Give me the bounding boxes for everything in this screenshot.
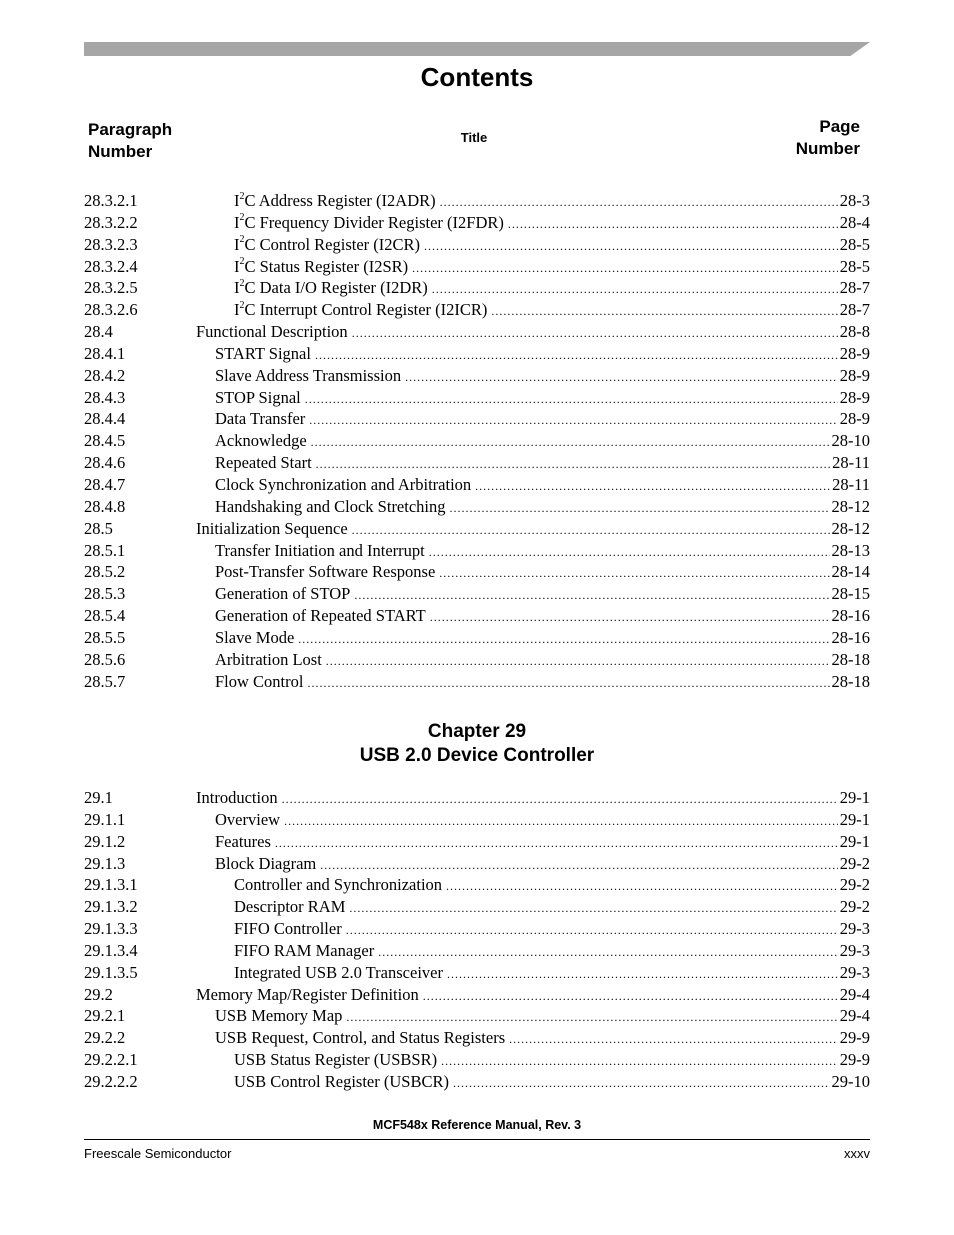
toc-page: 29-9: [839, 1028, 870, 1048]
toc-row[interactable]: [84, 474, 870, 496]
toc-label: Generation of STOP: [215, 584, 351, 604]
toc-row[interactable]: [84, 299, 870, 321]
dot-leader: [282, 789, 838, 811]
toc-row[interactable]: [84, 1049, 870, 1071]
toc-page: 29-3: [839, 962, 870, 982]
toc-label: STOP Signal: [215, 387, 301, 407]
toc-label: Initialization Sequence: [196, 518, 348, 538]
dot-leader: [441, 1051, 838, 1073]
toc-page: 28-16: [831, 606, 870, 626]
toc-page: 28-11: [832, 453, 870, 473]
toc-page: 28-12: [831, 496, 870, 516]
dot-leader: [275, 833, 838, 855]
page-header-line1: Page: [819, 117, 860, 136]
toc-number: 29.2: [84, 984, 113, 1004]
toc-number: 28.4.5: [84, 431, 126, 451]
dot-leader: [349, 898, 837, 920]
dot-leader: [412, 258, 838, 280]
toc-label: USB Memory Map: [215, 1006, 343, 1026]
toc-number: 29.1.1: [84, 809, 126, 829]
toc-number: 28.3.2.2: [84, 212, 138, 232]
toc-label: FIFO RAM Manager: [234, 940, 375, 960]
toc-label: $I^2C$ Frequency Divider Register (I2FDR): [234, 212, 504, 232]
toc-page: 29-1: [839, 788, 870, 807]
toc-label: Clock Synchronization and Arbitration: [215, 474, 472, 494]
page-title: Contents: [420, 62, 534, 92]
toc-label: $I^2C$ Interrupt Control Register (I2ICR): [234, 299, 488, 320]
toc-section-29: [84, 787, 870, 1093]
toc-label: Generation of Repeated START: [215, 606, 426, 626]
toc-number: 28.5: [84, 518, 113, 538]
toc-row[interactable]: [84, 518, 870, 540]
dot-leader: [450, 498, 830, 520]
toc-row[interactable]: [84, 896, 870, 918]
dot-leader: [446, 876, 838, 898]
toc-number: 28.4.7: [84, 474, 126, 494]
dot-leader: [346, 1007, 837, 1029]
dot-leader: [439, 563, 829, 585]
toc-page: 29-3: [839, 940, 870, 960]
toc-number: 29.1.3.2: [84, 897, 138, 917]
toc-number: 28.4.6: [84, 453, 126, 473]
toc-row[interactable]: [84, 190, 870, 212]
toc-label: Controller and Synchronization: [234, 875, 443, 895]
toc-row[interactable]: [84, 984, 870, 1006]
toc-number: 28.5.1: [84, 540, 126, 560]
toc-number: 29.1.3.4: [84, 940, 138, 960]
toc-label: Transfer Initiation and Interrupt: [215, 540, 425, 560]
toc-row[interactable]: [84, 277, 870, 299]
toc-page: 28-16: [831, 627, 870, 647]
dot-leader: [430, 607, 830, 629]
toc-number: 28.3.2.3: [84, 234, 138, 254]
toc-number: 29.1.3.3: [84, 919, 138, 939]
toc-row[interactable]: [84, 343, 870, 365]
toc-row[interactable]: [84, 1027, 870, 1049]
toc-number: 28.4.1: [84, 343, 126, 363]
dot-leader: [424, 236, 838, 258]
toc-label: START Signal: [215, 343, 311, 363]
toc-page: 28-5: [839, 234, 870, 254]
toc-row[interactable]: [84, 496, 870, 518]
toc-page: 29-1: [839, 809, 870, 829]
toc-row[interactable]: [84, 452, 870, 474]
toc-number: 28.3.2.1: [84, 191, 138, 210]
toc-row[interactable]: [84, 853, 870, 875]
toc-page: 28-12: [831, 518, 870, 538]
toc-number: 29.2.2.2: [84, 1071, 138, 1091]
toc-page: 29-3: [839, 919, 870, 939]
toc-label: Integrated USB 2.0 Transceiver: [234, 962, 443, 982]
toc-row[interactable]: [84, 918, 870, 940]
toc-page: 28-8: [839, 322, 870, 342]
toc-label: Slave Address Transmission: [215, 365, 402, 385]
dot-leader: [475, 476, 830, 498]
toc-row[interactable]: [84, 387, 870, 409]
toc-page: 28-9: [839, 365, 870, 385]
dot-leader: [320, 855, 837, 877]
toc-label: Overview: [215, 809, 281, 829]
dot-leader: [315, 345, 838, 367]
toc-page: 28-18: [831, 649, 870, 669]
toc-page: 29-1: [839, 831, 870, 851]
toc-row[interactable]: [84, 962, 870, 984]
title-header: Title: [460, 130, 488, 145]
dot-leader: [491, 301, 837, 323]
page-number-footer: xxxv: [844, 1146, 870, 1161]
toc-number: 28.5.4: [84, 606, 126, 626]
toc-number: 28.5.5: [84, 627, 126, 647]
toc-label: $I^2C$ Control Register (I2CR): [234, 234, 421, 254]
toc-row[interactable]: [84, 787, 870, 809]
toc-label: Acknowledge: [215, 431, 307, 451]
toc-number: 29.2.2.1: [84, 1050, 138, 1070]
toc-label: Data Transfer: [215, 409, 306, 429]
toc-number: 29.2.1: [84, 1006, 126, 1026]
toc-page: 29-2: [839, 875, 870, 895]
toc-number: 29.2.2: [84, 1028, 126, 1048]
toc-page: 28-7: [839, 278, 870, 298]
toc-label: Introduction: [196, 788, 278, 807]
toc-number: 29.1.3: [84, 853, 126, 873]
toc-page: 28-5: [839, 256, 870, 276]
toc-label: FIFO Controller: [234, 919, 342, 939]
toc-page: 29-2: [839, 897, 870, 917]
dot-leader: [352, 520, 830, 542]
toc-page: 28-4: [839, 212, 870, 232]
toc-page: 28-9: [839, 387, 870, 407]
dot-leader: [326, 651, 830, 673]
toc-number: 28.5.3: [84, 584, 126, 604]
toc-row[interactable]: [84, 627, 870, 649]
toc-page: 28-15: [831, 584, 870, 604]
toc-page: 29-2: [839, 853, 870, 873]
toc-label: $I^2C$ Status Register (I2SR): [234, 256, 409, 276]
chapter-number: Chapter 29: [427, 721, 527, 742]
toc-label: Handshaking and Clock Stretching: [215, 496, 446, 516]
toc-row[interactable]: [84, 1071, 870, 1093]
toc-section-28: [84, 190, 870, 692]
chapter-title: USB 2.0 Device Controller: [359, 745, 595, 766]
paragraph-header-line2: Number: [88, 142, 153, 161]
toc-label: USB Request, Control, and Status Registers: [215, 1028, 506, 1048]
toc-number: 29.1.3.1: [84, 875, 138, 895]
dot-leader: [432, 279, 838, 301]
toc-label: Memory Map/Register Definition: [196, 984, 419, 1004]
dot-leader: [316, 454, 830, 476]
toc-label: Post-Transfer Software Response: [215, 562, 436, 582]
toc-row[interactable]: [84, 408, 870, 430]
toc-row[interactable]: [84, 321, 870, 343]
dot-leader: [508, 214, 838, 236]
toc-label: Repeated Start: [215, 453, 312, 473]
toc-label: Features: [215, 831, 271, 851]
dot-leader: [378, 942, 838, 964]
toc-row[interactable]: [84, 605, 870, 627]
toc-row[interactable]: [84, 809, 870, 831]
toc-number: 28.4.3: [84, 387, 126, 407]
dot-leader: [354, 585, 829, 607]
toc-number: 28.5.6: [84, 649, 126, 669]
dot-leader: [429, 542, 830, 564]
dot-leader: [298, 629, 829, 651]
toc-page: 28-14: [831, 562, 870, 582]
toc-number: 28.3.2.4: [84, 256, 138, 276]
dot-leader: [309, 410, 837, 432]
toc-label: Arbitration Lost: [215, 649, 322, 669]
chapter-heading: [0, 720, 954, 768]
toc-label: Slave Mode: [215, 627, 295, 647]
toc-number: 28.4.8: [84, 496, 126, 516]
toc-number: 29.1: [84, 788, 113, 807]
toc-label: Flow Control: [215, 671, 304, 691]
dot-leader: [423, 986, 838, 1008]
toc-page: 28-9: [839, 343, 870, 363]
footer-rule: [84, 1139, 870, 1140]
dot-leader: [447, 964, 838, 986]
toc-row[interactable]: [84, 540, 870, 562]
toc-label: Functional Description: [196, 322, 348, 342]
toc-row[interactable]: [84, 561, 870, 583]
toc-row[interactable]: [84, 940, 870, 962]
toc-number: 28.5.7: [84, 671, 126, 691]
toc-number: 28.4.2: [84, 365, 126, 385]
toc-page: 28-7: [839, 300, 870, 320]
toc-label: $I^2C$ Data I/O Register (I2DR): [234, 277, 428, 298]
dot-leader: [311, 432, 830, 454]
company-footer: Freescale Semiconductor: [84, 1146, 232, 1161]
toc-row[interactable]: [84, 1005, 870, 1027]
dot-leader: [307, 673, 829, 695]
toc-page: 28-3: [839, 191, 870, 210]
toc-number: 29.1.3.5: [84, 962, 138, 982]
toc-page: 29-9: [839, 1050, 870, 1070]
toc-page: 28-18: [831, 671, 870, 691]
toc-row[interactable]: [84, 671, 870, 693]
toc-number: 28.3.2.5: [84, 278, 138, 298]
page-header-line2: Number: [795, 139, 860, 158]
toc-label: USB Control Register (USBCR): [234, 1071, 449, 1091]
toc-row[interactable]: [84, 649, 870, 671]
dot-leader: [346, 920, 838, 942]
dot-leader: [509, 1029, 838, 1051]
toc-label: Block Diagram: [215, 853, 317, 873]
toc-row[interactable]: [84, 430, 870, 452]
dot-leader: [405, 367, 838, 389]
dot-leader: [440, 192, 838, 214]
toc-row[interactable]: [84, 583, 870, 605]
toc-label: USB Status Register (USBSR): [234, 1050, 438, 1070]
toc-label: $I^2C$ Address Register (I2ADR): [234, 190, 436, 210]
paragraph-header-line1: Paragraph: [88, 120, 173, 139]
toc-page: 28-10: [831, 431, 870, 451]
toc-page: 29-10: [831, 1071, 870, 1091]
manual-title-footer: MCF548x Reference Manual, Rev. 3: [372, 1118, 582, 1132]
toc-number: 28.4: [84, 322, 113, 342]
toc-page: 29-4: [839, 984, 870, 1004]
toc-page: 29-4: [839, 1006, 870, 1026]
dot-leader: [284, 811, 838, 833]
toc-row[interactable]: [84, 874, 870, 896]
toc-number: 28.4.4: [84, 409, 126, 429]
toc-row[interactable]: [84, 365, 870, 387]
page-number-header: [796, 116, 860, 160]
toc-number: 28.5.2: [84, 562, 126, 582]
toc-row[interactable]: [84, 831, 870, 853]
toc-row[interactable]: [84, 256, 870, 278]
toc-row[interactable]: [84, 234, 870, 256]
toc-page: 28-13: [831, 540, 870, 560]
toc-number: 28.3.2.6: [84, 300, 138, 320]
dot-leader: [453, 1073, 830, 1095]
toc-page: 28-11: [832, 474, 870, 494]
toc-page: 28-9: [839, 409, 870, 429]
dot-leader: [305, 389, 838, 411]
toc-number: 29.1.2: [84, 831, 126, 851]
toc-row[interactable]: [84, 212, 870, 234]
toc-label: Descriptor RAM: [234, 897, 346, 917]
header-bar: [84, 42, 870, 56]
dot-leader: [352, 323, 838, 345]
